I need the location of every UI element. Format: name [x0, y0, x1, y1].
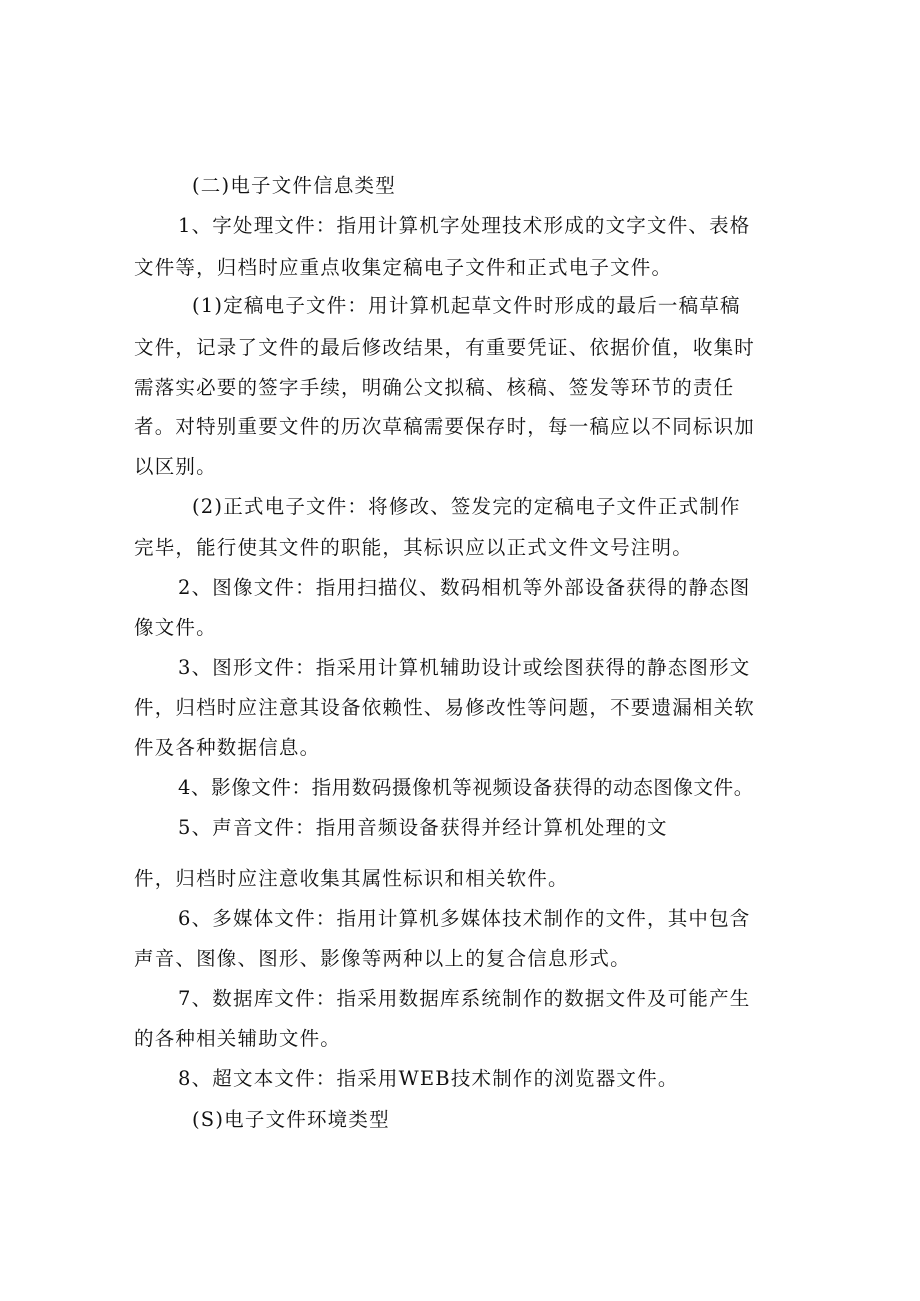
- section-heading-2: (二)电子文件信息类型: [192, 174, 396, 197]
- sub-1-line-2: 文件，记录了文件的最后修改结果，有重要凭证、依据价值，收集时: [134, 336, 756, 359]
- item-7-line-1: 7、数据库文件：指采用数据库系统制作的数据文件及可能产生: [178, 987, 751, 1010]
- section-heading-3: (S)电子文件环境类型: [192, 1108, 390, 1131]
- sub-1-line-4: 者。对特别重要文件的历次草稿需要保存时，每一稿应以不同标识加: [134, 415, 756, 438]
- item-7-line-2: 的各种相关辅助文件。: [134, 1027, 342, 1050]
- item-1-line-2: 文件等，归档时应重点收集定稿电子文件和正式电子文件。: [134, 256, 673, 279]
- sub-2-line-2: 完毕，能行使其文件的职能，其标识应以正式文件文号注明。: [134, 536, 693, 559]
- sub-1-line-5: 以区别。: [134, 455, 217, 478]
- item-2-line-2: 像文件。: [134, 616, 217, 639]
- sub-2-line-1: (2)正式电子文件：将修改、签发完的定稿电子文件正式制作: [192, 495, 741, 518]
- item-3-line-1: 3、图形文件：指采用计算机辅助设计或绘图获得的静态图形文: [178, 656, 751, 679]
- item-4-line-1: 4、影像文件：指用数码摄像机等视频设备获得的动态图像文件。: [178, 776, 754, 799]
- item-6-line-1: 6、多媒体文件：指用计算机多媒体技术制作的文件，其中包含: [178, 907, 751, 930]
- sub-1-line-1: (1)定稿电子文件：用计算机起草文件时形成的最后一稿草稿: [192, 294, 741, 317]
- sub-1-line-3: 需落实必要的签字手续，明确公文拟稿、核稿、签发等环节的责任: [134, 376, 735, 399]
- item-3-line-3: 件及各种数据信息。: [134, 736, 321, 759]
- item-2-line-1: 2、图像文件：指用扫描仪、数码相机等外部设备获得的静态图: [178, 576, 751, 599]
- item-1-line-1: 1、字处理文件：指用计算机字处理技术形成的文字文件、表格: [178, 214, 751, 237]
- item-8-line-1: 8、超文本文件：指采用WEB技术制作的浏览器文件。: [178, 1067, 679, 1090]
- item-6-line-2: 声音、图像、图形、影像等两种以上的复合信息形式。: [134, 947, 631, 970]
- item-3-line-2: 件，归档时应注意其设备依赖性、易修改性等问题，不要遗漏相关软: [134, 696, 756, 719]
- item-5-line-2: 件，归档时应注意收集其属性标识和相关软件。: [134, 867, 569, 890]
- item-5-line-1: 5、声音文件：指用音频设备获得并经计算机处理的文: [178, 816, 668, 839]
